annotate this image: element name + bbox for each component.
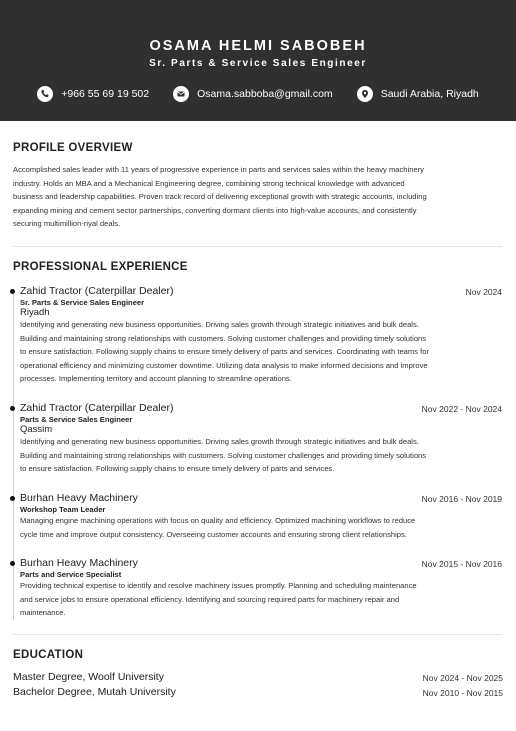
experience-section	[13, 261, 503, 273]
education-item	[13, 670, 503, 685]
job-role: Parts and Service Specialist	[20, 570, 122, 579]
description-line: to ensure satisfaction. Following supply chains to ensure timely delivery of parts and services. Coordinating with teams for	[20, 347, 429, 356]
description-line: and service jobs to ensure operational efficiency. Identifying and sourcing required parts for machinery repair and	[20, 594, 400, 604]
description-line: Managing engine machining operations with focus on quality and efficiency. Optimized machining workflows to reduce	[20, 516, 416, 525]
profile-summary	[13, 163, 503, 231]
candidate-title: Sr. Parts & Service Sales Engineer	[149, 58, 367, 69]
job-description	[13, 318, 502, 386]
job-dates: Nov 2024	[465, 287, 502, 297]
description-line: Identifying and generating new business opportunities. Driving sales growth through strategic initiatives and bulk deals.	[20, 320, 419, 329]
summary-line: securing multimillion-riyal deals.	[13, 219, 121, 228]
phone-icon	[37, 86, 53, 102]
timeline-dot	[10, 496, 15, 501]
description-line: cycle time and improve output consistency. Overseeing customer accounts and ensuring strong client relationships.	[20, 529, 407, 539]
job-description	[13, 514, 502, 541]
summary-line: business and leadership capabilities. Proven track record of delivering exceptional growth with strategic accounts, including	[13, 192, 427, 201]
phone-text[interactable]: +966 55 69 19 502	[61, 88, 150, 100]
contact-bar	[0, 86, 516, 102]
contact-email	[173, 86, 333, 102]
resume-header	[0, 0, 516, 121]
education-heading: EDUCATION	[13, 649, 84, 661]
summary-line: industry. Holds an MBA and a Mechanical Engineering degree, combining strong technical knowledge with advanced	[13, 178, 405, 188]
timeline-dot	[10, 561, 15, 566]
candidate-name: OSAMA HELMI SABOBEH	[149, 38, 367, 54]
description-line: Providing technical expertise to identify and resolve machinery issues promptly. Planning and scheduling maintenance	[20, 581, 417, 590]
section-divider	[13, 634, 502, 635]
job-role: Workshop Team Leader	[20, 505, 106, 514]
job-location: Riyadh	[20, 307, 50, 318]
job-company: Burhan Heavy Machinery	[20, 557, 138, 569]
job-role: Sr. Parts & Service Sales Engineer	[20, 298, 145, 307]
job-role: Parts & Service Sales Engineer	[20, 415, 133, 424]
job-location: Qassim	[20, 424, 53, 435]
email-icon	[173, 86, 189, 102]
description-line: processes. Implementing territory and account planning to streamline operations.	[20, 374, 292, 383]
education-list	[13, 670, 503, 700]
location-icon	[357, 86, 373, 102]
job-company: Burhan Heavy Machinery	[20, 492, 138, 504]
description-line: Building and maintaining strong relationships with customers. Solving customer challenges and providing timely solutions	[20, 333, 427, 343]
education-degree: Bachelor Degree, Mutah University	[13, 686, 176, 698]
job-entry	[13, 285, 502, 386]
location-text: Saudi Arabia, Riyadh	[380, 88, 479, 100]
education-item	[13, 685, 503, 700]
job-company: Zahid Tractor (Caterpillar Dealer)	[20, 402, 174, 414]
profile-heading: PROFILE OVERVIEW	[13, 142, 133, 154]
description-line: to ensure satisfaction. Following supply chains to ensure timely delivery of parts and services.	[20, 464, 335, 473]
section-divider	[13, 246, 502, 247]
education-section	[13, 649, 503, 700]
education-degree: Master Degree, Woolf University	[13, 671, 164, 683]
summary-line: expanding mining and cement sector partnerships, converting dormant clients into high-value accounts, and consistently	[13, 205, 417, 215]
job-description	[13, 579, 502, 620]
education-dates: Nov 2010 - Nov 2015	[422, 688, 503, 698]
contact-phone	[37, 86, 149, 102]
contact-location	[357, 86, 479, 102]
education-dates: Nov 2024 - Nov 2025	[422, 673, 503, 683]
description-line: Identifying and generating new business opportunities. Driving sales growth through strategic initiatives and bulk deals.	[20, 437, 419, 446]
experience-heading: PROFESSIONAL EXPERIENCE	[13, 261, 188, 273]
job-dates: Nov 2015 - Nov 2016	[421, 559, 502, 569]
profile-section	[13, 142, 503, 231]
email-text[interactable]: Osama.sabboba@gmail.com	[197, 88, 333, 100]
timeline-dot	[10, 289, 15, 294]
description-line: maintenance.	[20, 608, 66, 617]
job-entry	[13, 492, 502, 541]
summary-line: Accomplished sales leader with 11 years of progressive experience in parts and services sales within the heavy machinery	[13, 165, 424, 174]
job-description	[13, 435, 502, 476]
job-entry	[13, 402, 502, 476]
timeline-dot	[10, 406, 15, 411]
job-dates: Nov 2022 - Nov 2024	[421, 404, 502, 414]
job-company: Zahid Tractor (Caterpillar Dealer)	[20, 285, 174, 297]
description-line: operational efficiency and minimizing customer downtime. Utilizing data analysis to make informed decisions and improve	[20, 360, 428, 370]
description-line: Building and maintaining strong relationships with customers. Solving customer challenges and providing timely solutions	[20, 450, 427, 460]
job-dates: Nov 2016 - Nov 2019	[421, 494, 502, 504]
job-entry	[13, 557, 502, 620]
